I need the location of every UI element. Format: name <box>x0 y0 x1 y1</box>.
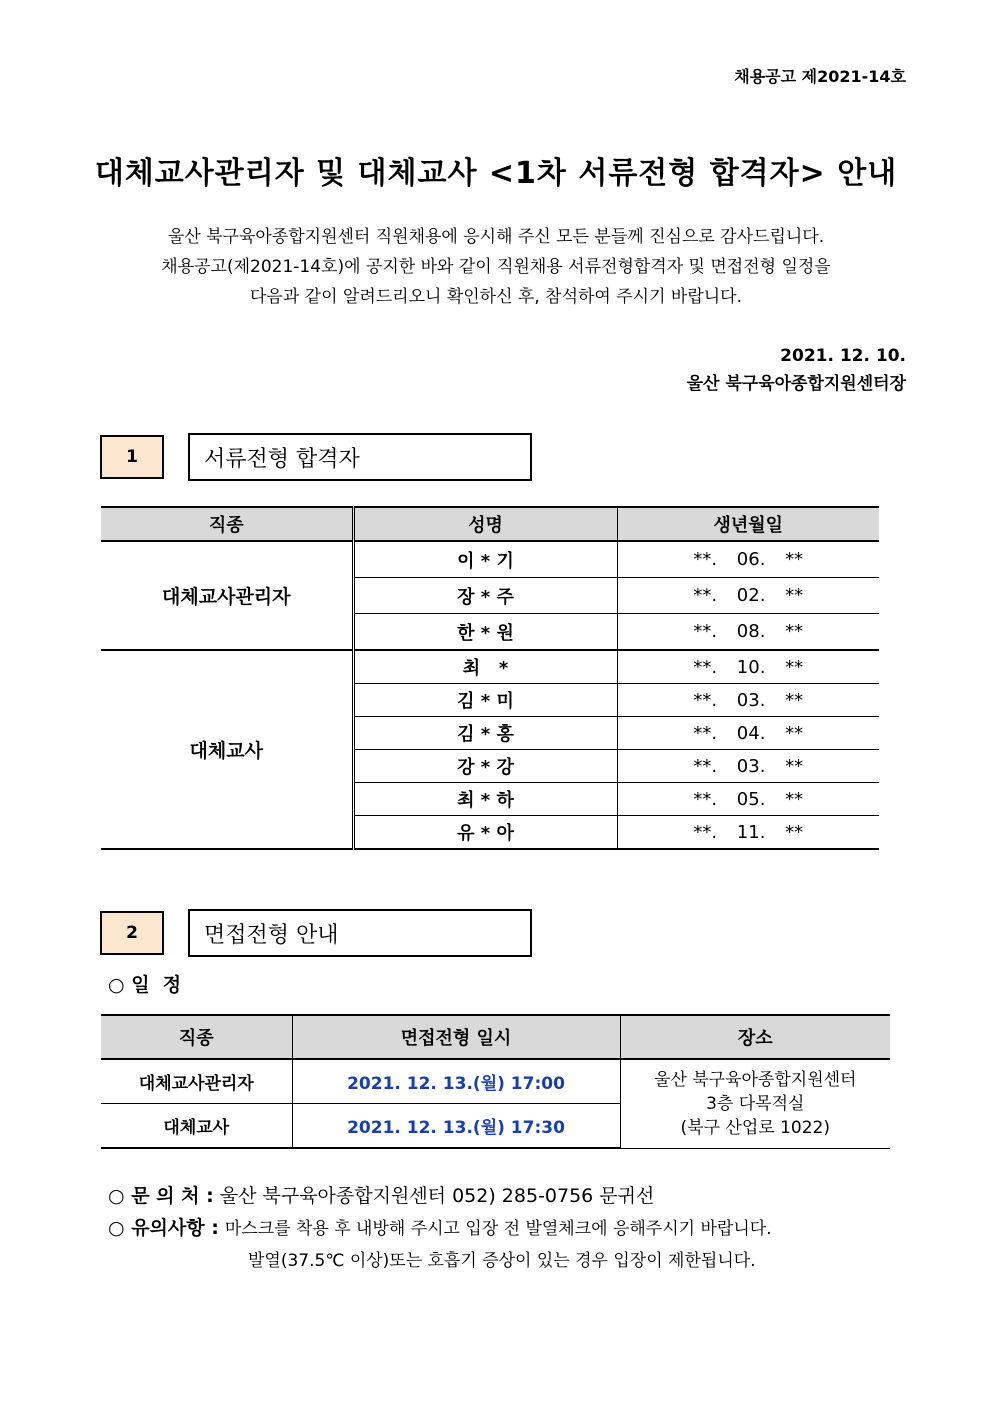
job-cell: 대체교사관리자 <box>101 1059 292 1104</box>
notes-line <box>108 1212 772 1245</box>
interview-table <box>101 1014 890 1149</box>
issuer: 울산 북구육아종합지원센터장 <box>686 374 906 394</box>
birth-cell: **. 10. ** <box>617 650 879 684</box>
datetime-cell: 2021. 12. 13.(월) 17:00 <box>292 1059 620 1104</box>
header-job: 직종 <box>101 507 353 541</box>
birth-cell: **. 06. ** <box>617 541 879 578</box>
header-name: 성명 <box>353 507 617 541</box>
birth-cell: **. 03. ** <box>617 750 879 783</box>
issue-date: 2021. 12. 10. <box>780 346 906 366</box>
table-row <box>101 541 879 578</box>
header-datetime: 면접전형 일시 <box>292 1015 620 1059</box>
table-header-row <box>101 507 879 541</box>
header-job: 직종 <box>101 1015 292 1059</box>
birth-cell: **. 11. ** <box>617 816 879 850</box>
birth-cell: **. 02. ** <box>617 578 879 614</box>
job-cell: 대체교사관리자 <box>101 541 353 650</box>
notes-value: 마스크를 착용 후 내방해 주시고 입장 전 발열체크에 응해주시기 바랍니다. <box>224 1219 772 1239</box>
notes-label: ○ 유의사항 : <box>108 1217 219 1239</box>
birth-cell: **. 08. ** <box>617 614 879 651</box>
table-row <box>101 1059 890 1104</box>
section-1-number: 1 <box>100 435 164 479</box>
birth-cell: **. 04. ** <box>617 717 879 750</box>
place-line: 3층 다목적실 <box>706 1093 805 1114</box>
issue-block <box>687 342 906 398</box>
notes-value-2: 발열(37.5℃ 이상)또는 호흡기 증상이 있는 경우 입장이 제한됩니다. <box>248 1251 756 1271</box>
name-cell: 김 * 미 <box>353 684 617 717</box>
birth-cell: **. 03. ** <box>617 684 879 717</box>
name-cell: 강 * 강 <box>353 750 617 783</box>
intro-line: 채용공고(제2021-14호)에 공지한 바와 같이 직원채용 서류전형합격자 및 면접전형 일정을 <box>161 257 831 277</box>
table-row <box>101 650 879 684</box>
name-cell: 한 * 원 <box>353 614 617 651</box>
header-birth: 생년월일 <box>617 507 879 541</box>
inquiry-value: 울산 북구육아종합지원센터 052) 285-0756 문귀선 <box>219 1185 655 1207</box>
datetime-cell: 2021. 12. 13.(월) 17:30 <box>292 1104 620 1149</box>
section-1-title: 서류전형 합격자 <box>188 433 532 481</box>
table-header-row <box>101 1015 890 1059</box>
intro-line: 울산 북구육아종합지원센터 직원채용에 응시해 주신 모든 분들께 진심으로 감사드립니다. <box>167 227 825 247</box>
job-cell: 대체교사 <box>101 1104 292 1149</box>
inquiry-line <box>108 1180 772 1212</box>
job-cell: 대체교사 <box>101 650 353 849</box>
place-line: (북구 산업로 1022) <box>680 1117 830 1138</box>
name-cell: 최 * 하 <box>353 783 617 816</box>
schedule-label: ○ 일 정 <box>108 974 182 996</box>
notice-number: 채용공고 제2021-14호 <box>734 67 906 86</box>
intro-line: 다음과 같이 알려드리오니 확인하신 후, 참석하여 주시기 바랍니다. <box>249 287 743 307</box>
inquiry-label: ○ 문 의 처 : <box>108 1185 214 1207</box>
passers-table <box>101 506 879 850</box>
name-cell: 이 * 기 <box>353 541 617 578</box>
birth-cell: **. 05. ** <box>617 783 879 816</box>
place-cell <box>620 1059 890 1148</box>
section-2-title: 면접전형 안내 <box>188 909 532 957</box>
place-line: 울산 북구육아종합지원센터 <box>654 1069 857 1090</box>
name-cell: 유 * 아 <box>353 816 617 850</box>
name-cell: 장 * 주 <box>353 578 617 614</box>
contact-block <box>108 1180 772 1277</box>
header-place: 장소 <box>620 1015 890 1059</box>
name-cell: 김 * 홍 <box>353 717 617 750</box>
name-cell: 최 * <box>353 650 617 684</box>
intro-paragraph <box>0 222 992 312</box>
page-title: 대체교사관리자 및 대체교사 <1차 서류전형 합격자> 안내 <box>94 156 898 191</box>
section-2-number: 2 <box>100 911 164 955</box>
